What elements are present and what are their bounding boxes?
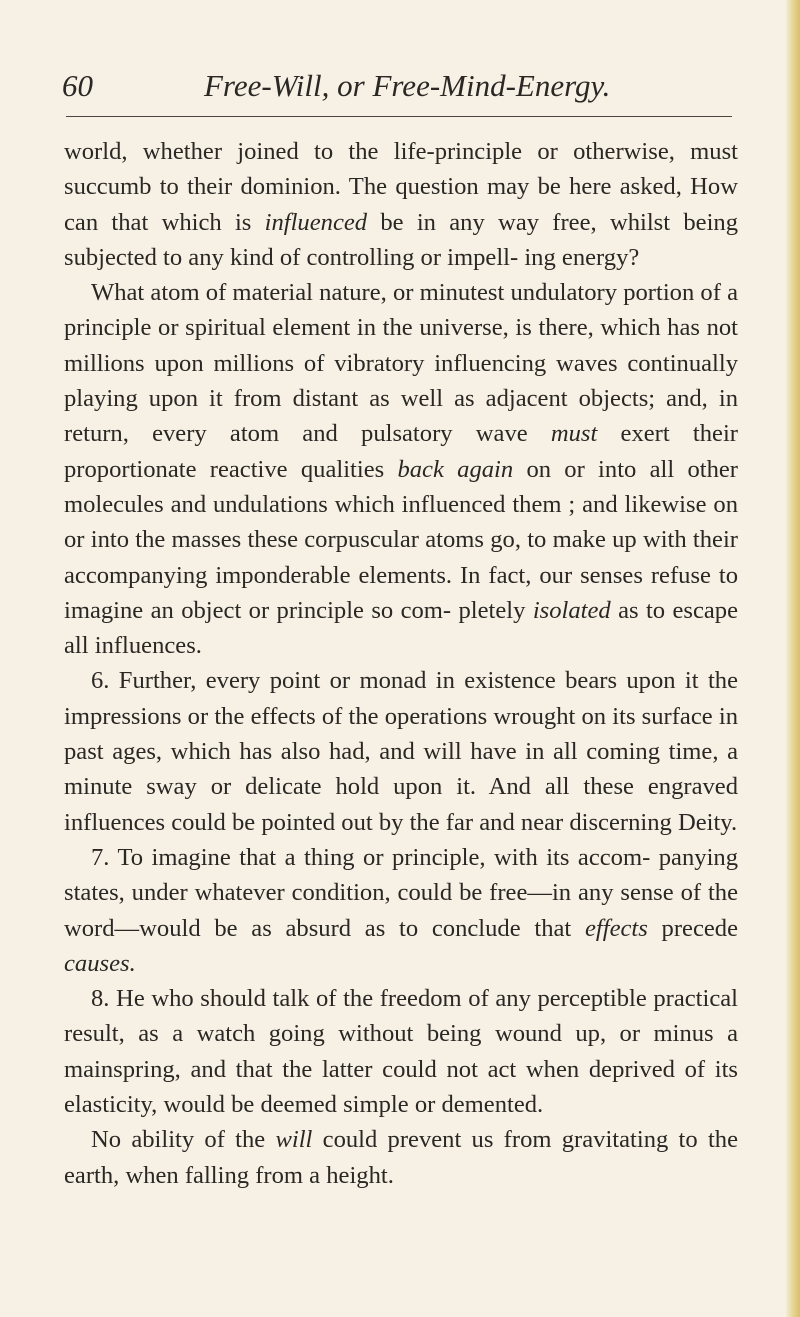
italic-text: will	[275, 1126, 313, 1154]
italic-text: must	[550, 420, 598, 448]
text-segment: No ability of the	[91, 1126, 276, 1154]
page-edge-shading	[786, 0, 800, 1317]
italic-text: influenced	[264, 208, 368, 236]
italic-text: effects	[584, 914, 648, 942]
italic-text: back again	[397, 455, 514, 483]
text-segment: 7. To imagine that a thing or principle, with its accom- panying states, under whatever condition, could be free—in any sense of the word—would be as absurd as to conclude that	[64, 843, 738, 942]
text-segment: as to escape all influences.	[64, 596, 738, 660]
body-text	[64, 134, 738, 1193]
text-segment: on or into all other molecules and undulations which influenced them ; and likewise on or into the masses these corpuscular atoms go, to make up with their accompanying imponderable elements. In fact, our senses refuse to imagine an object or principle so com- pletely	[64, 455, 738, 624]
text-segment: What atom of material nature, or minutest undulatory portion of a principle or spiritual element in the universe, is there, which has not millions upon millions of vibratory influencing waves continually playing upon it from distant as well as adjacent objects; and, in return, every atom and pulsatory wave	[64, 279, 738, 448]
text-segment: exert their proportionate reactive qualities	[64, 420, 738, 483]
text-segment: 8. He who should talk of the freedom of any perceptible practical result, as a watch going without being wound up, or minus a mainspring, and that the latter could not act when deprived of its elasticity, would be deemed simple or demented.	[64, 985, 738, 1119]
paragraph-p4	[64, 840, 738, 981]
text-segment: could prevent us from gravitating to the earth, when falling from a height.	[64, 1126, 738, 1189]
paragraph-p3	[64, 663, 738, 839]
paragraph-p5	[64, 981, 738, 1122]
text-segment: be in any way free, whilst being subjected to any kind of controlling or impell- ing energy?	[64, 208, 738, 271]
italic-text: causes.	[64, 949, 136, 977]
text-segment: precede	[647, 914, 738, 942]
italic-text: isolated	[532, 596, 611, 624]
page-number: 60	[62, 68, 93, 103]
running-title: Free-Will, or Free-Mind-Energy.	[204, 68, 611, 103]
paragraph-p1	[64, 134, 738, 275]
running-header	[62, 66, 742, 112]
header-rule	[66, 116, 732, 117]
paragraph-p2	[64, 275, 738, 663]
text-segment: world, whether joined to the life-principle or otherwise, must succumb to their dominion. The question may be here asked, How can that which is	[64, 138, 738, 236]
text-segment: 6. Further, every point or monad in existence bears upon it the impressions or the effects of the operations wrought on its surface in past ages, which has also had, and will have in all coming time, a minute sway or delicate hold upon it. And all these engraved influences could be pointed out by the far and near discerning Deity.	[64, 667, 738, 836]
paragraph-p6	[64, 1122, 738, 1193]
